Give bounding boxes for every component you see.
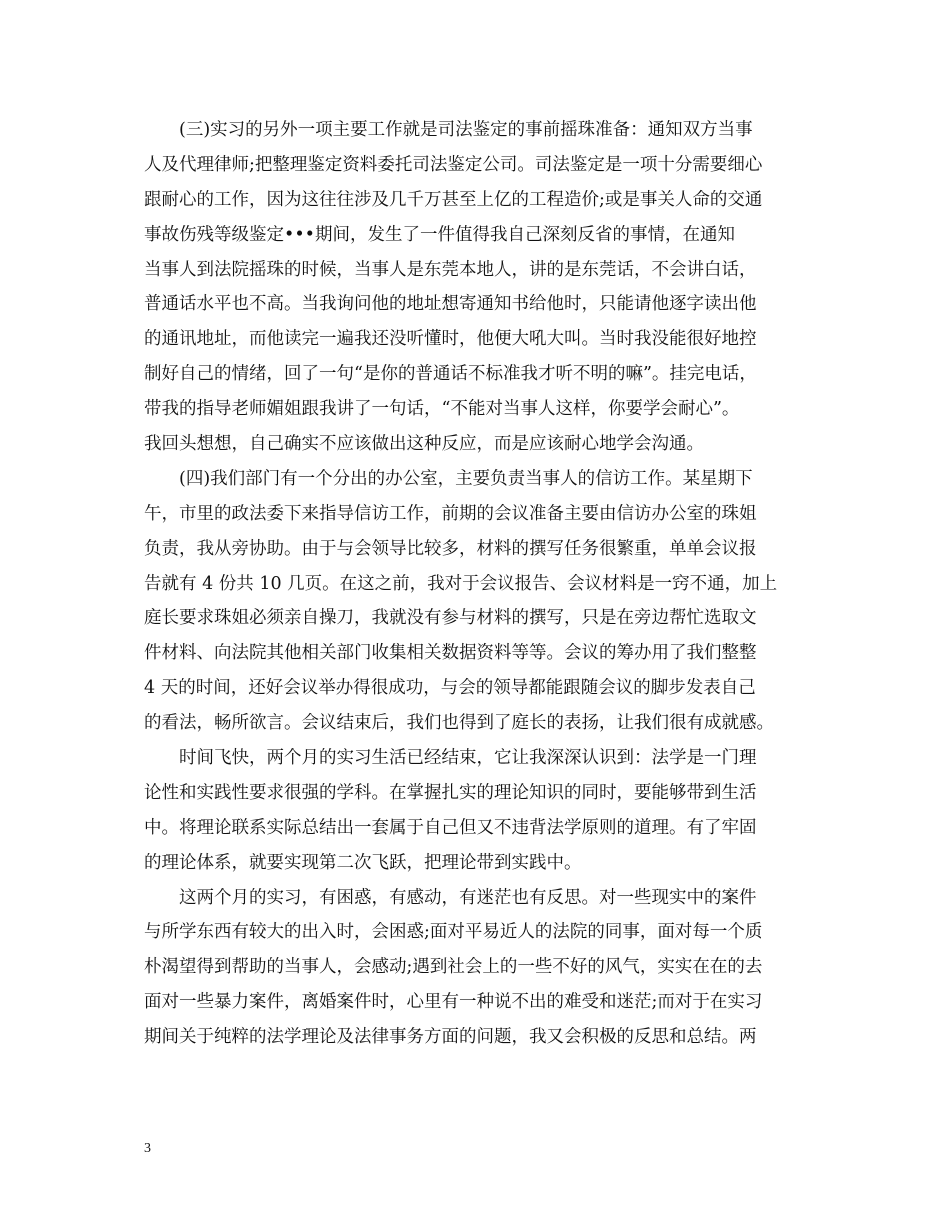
text-line: 庭长要求珠姐必须亲自操刀，我就没有参与材料的撰写，只是在旁边帮忙选取文 — [144, 608, 757, 629]
text-line: 朴渴望得到帮助的当事人，会感动;遇到社会上的一些不好的风气，实实在在的去 — [144, 957, 763, 978]
paragraph-reflection — [144, 881, 804, 1055]
page-number: 3 — [144, 1141, 151, 1156]
text-line: 与所学东西有较大的出入时，会困惑;面对平易近人的法院的同事，面对每一个质 — [144, 922, 763, 943]
document-body — [144, 113, 804, 1055]
text-line: 普通话水平也不高。当我询问他的地址想寄通知书给他时，只能请他逐字读出他 — [144, 294, 757, 315]
text-line: 告就有 4 份共 10 几页。在这之前，我对于会议报告、会议材料是一窍不通，加上 — [144, 573, 778, 594]
text-line: 论性和实践性要求很强的学科。在掌握扎实的理论知识的同时，要能够带到生活 — [144, 782, 757, 803]
text-line: 的看法，畅所欲言。会议结束后，我们也得到了庭长的表扬，让我们很有成就感。 — [144, 713, 774, 734]
text-line: (三)实习的另外一项主要工作就是司法鉴定的事前摇珠准备：通知双方当事 — [179, 120, 753, 140]
text-line: 跟耐心的工作，因为这往往涉及几千万甚至上亿的工程造价;或是事关人命的交通 — [144, 189, 763, 210]
paragraph-4 — [144, 462, 804, 741]
text-line: 的通讯地址，而他读完一遍我还没听懂时，他便大吼大叫。当时我没能很好地控 — [144, 329, 757, 350]
text-line: 制好自己的情绪，回了一句“是你的普通话不标准我才听不明的嘛”。挂完电话， — [144, 364, 757, 385]
text-line: 的理论体系，就要实现第二次飞跃，把理论带到实践中。 — [144, 852, 582, 873]
text-line: 件材料、向法院其他相关部门收集相关数据资料等等。会议的筹办用了我们整整 — [144, 643, 757, 664]
paragraph-summary — [144, 741, 804, 881]
text-line: 带我的指导老师媚姐跟我讲了一句话，“不能对当事人这样，你要学会耐心”。 — [144, 399, 740, 420]
text-line: 人及代理律师;把整理鉴定资料委托司法鉴定公司。司法鉴定是一项十分需要细心 — [144, 154, 763, 175]
text-line: 面对一些暴力案件，离婚案件时，心里有一种说不出的难受和迷茫;而对于在实习 — [144, 992, 763, 1013]
text-line: 我回头想想，自己确实不应该做出这种反应，而是应该耐心地学会沟通。 — [144, 434, 704, 455]
text-line: 时间飞快，两个月的实习生活已经结束，它让我深深认识到：法学是一门理 — [179, 748, 757, 769]
text-line: 当事人到法院摇珠的时候，当事人是东莞本地人，讲的是东莞话，不会讲白话， — [144, 259, 757, 280]
text-line: 负责，我从旁协助。由于与会领导比较多，材料的撰写任务很繁重，单单会议报 — [144, 538, 757, 559]
text-line: 午，市里的政法委下来指导信访工作，前期的会议准备主要由信访办公室的珠姐 — [144, 503, 757, 524]
text-line: 4 天的时间，还好会议举办得很成功，与会的领导都能跟随会议的脚步发表自己 — [144, 678, 756, 699]
text-line: 期间关于纯粹的法学理论及法律事务方面的问题，我又会积极的反思和总结。两 — [144, 1027, 757, 1048]
text-line: 事故伤残等级鉴定•••期间，发生了一件值得我自己深刻反省的事情，在通知 — [144, 224, 735, 245]
text-line: 这两个月的实习，有困惑，有感动，有迷茫也有反思。对一些现实中的案件 — [179, 887, 757, 908]
text-line: (四)我们部门有一个分出的办公室，主要负责当事人的信访工作。某星期下 — [179, 468, 753, 489]
paragraph-3 — [144, 113, 804, 462]
text-line: 中。将理论联系实际总结出一套属于自己但又不违背法学原则的道理。有了牢固 — [144, 817, 757, 838]
